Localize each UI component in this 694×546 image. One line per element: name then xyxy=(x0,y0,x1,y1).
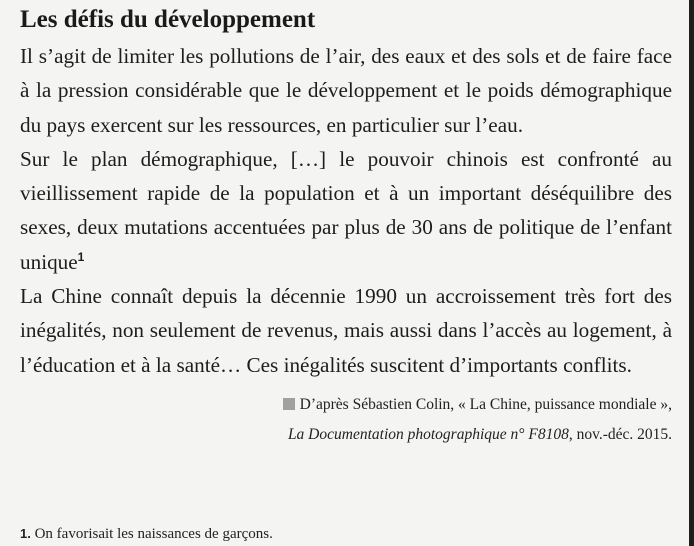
source-publication-title: La Documentation photographique n° F8108 xyxy=(287,425,569,443)
document-block xyxy=(20,0,672,450)
paragraph-demography-text: Sur le plan démographique, […] le pouvoir chinois est confronté au vieillissement rapide de la population et à un important déséquilibre des sexes, deux mutations accentuées par plus de 30 ans de politique de l’enfant unique xyxy=(20,146,672,274)
paragraph-pollution: Il s’agit de limiter les pollutions de l’air, des eaux et des sols et de faire face à la pression considérable que le développement et le poids démographique du pays exercent sur les ressources, en particulier sur l’eau. xyxy=(20,44,672,137)
source-author-text: D’après Sébastien Colin, « La Chine, puissance mondiale », xyxy=(299,395,672,413)
footnote-number: 1. xyxy=(20,526,31,541)
source-line-2 xyxy=(20,420,672,450)
section-title: Les défis du développement xyxy=(20,6,316,33)
footnote-text: On favorisait les naissances de garçons. xyxy=(34,526,273,542)
footnote-marker: 1 xyxy=(77,249,85,264)
source-line-1 xyxy=(20,390,672,420)
source-citation xyxy=(20,390,672,450)
gray-square-icon xyxy=(283,398,295,410)
source-date: , nov.-déc. 2015. xyxy=(568,425,672,443)
page-edge-border xyxy=(689,0,694,546)
paragraph-demography xyxy=(20,142,672,279)
footnote xyxy=(20,524,273,544)
paragraph-inequalities: La Chine connaît depuis la décennie 1990 un accroissement très fort des inégalités, non seulement de revenus, mais aussi dans l’accès au logement, à l’éducation et à la santé… Ces inégalités suscitent d’importants conflits. xyxy=(20,284,672,377)
